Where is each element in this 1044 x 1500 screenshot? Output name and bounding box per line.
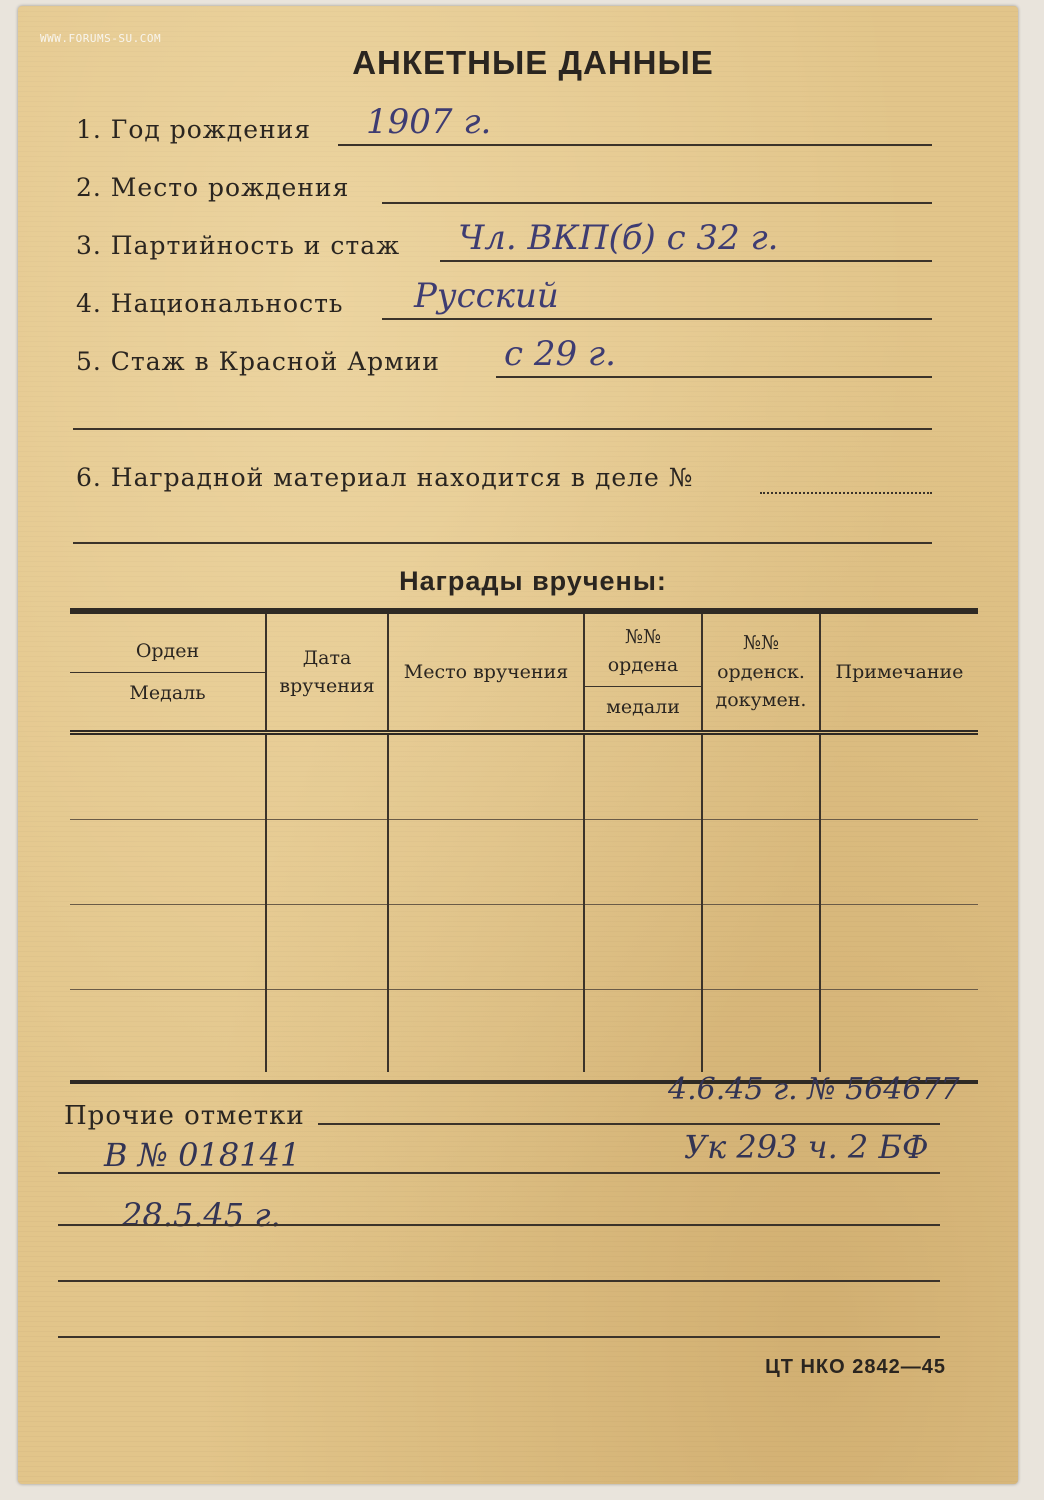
table-cell [820, 820, 978, 905]
col-order-number [584, 611, 702, 733]
col-place: Место вручения [388, 611, 584, 733]
field-party [76, 218, 932, 264]
table-cell [70, 820, 266, 905]
army-service-value: с 29 г. [504, 334, 616, 374]
field-underline [440, 260, 932, 262]
col-doc-number: №№ орденск. докумен. [702, 611, 820, 733]
header-order-number: №№ ордена [607, 625, 679, 677]
handed-date: 28.5.45 г. [122, 1196, 281, 1234]
table-cell [702, 990, 820, 1073]
table-cell [702, 820, 820, 905]
table-header [70, 611, 978, 733]
field-underline [496, 376, 932, 378]
col-date: Дата вручения [266, 611, 388, 733]
watermark: WWW.FORUMS-SU.COM [40, 32, 162, 45]
table-cell [388, 820, 584, 905]
field-underline [382, 318, 932, 320]
field-label: 6. Наградной материал находится в деле № [76, 463, 694, 492]
header-order: Орден [135, 640, 200, 662]
notes-line [58, 1280, 940, 1282]
nationality-value: Русский [414, 276, 559, 316]
table-cell [702, 905, 820, 990]
table-cell [820, 905, 978, 990]
header-medal-number: медали [585, 686, 701, 722]
awards-title: Награды вручены: [399, 566, 667, 596]
table-cell [70, 905, 266, 990]
table-cell [584, 733, 702, 820]
field-underline [338, 144, 932, 146]
field-label: 4. Национальность [76, 289, 344, 318]
table-cell [266, 733, 388, 820]
col-order-medal [70, 611, 266, 733]
table-cell [584, 990, 702, 1073]
table-cell [820, 990, 978, 1073]
table-cell [702, 733, 820, 820]
medal-number: В № 018141 [104, 1136, 301, 1174]
table-cell [266, 990, 388, 1073]
table-cell [388, 990, 584, 1073]
notes-line [58, 1336, 940, 1338]
field-birth-place [76, 166, 932, 206]
table-row [70, 733, 978, 820]
table-cell [388, 905, 584, 990]
form-title: АНКЕТНЫЕ ДАННЫЕ [352, 44, 714, 81]
party-value: Чл. ВКП(б) с 32 г. [458, 218, 779, 258]
order-reference: Ук 293 ч. 2 БФ [684, 1128, 929, 1166]
table-cell [70, 733, 266, 820]
header-medal: Медаль [70, 672, 265, 708]
table-cell [266, 820, 388, 905]
order-date-number: 4.6.45 г. № 564677 [668, 1072, 960, 1107]
field-underline [382, 202, 932, 204]
table-row [70, 820, 978, 905]
table-cell [584, 820, 702, 905]
notes-line [58, 1172, 940, 1174]
field-label: 5. Стаж в Красной Армии [76, 347, 440, 376]
notes-line [318, 1123, 940, 1125]
table-cell [388, 733, 584, 820]
table-cell [70, 990, 266, 1073]
field-nationality [76, 276, 932, 322]
field-underline [760, 492, 932, 494]
col-note: Примечание [820, 611, 978, 733]
table-row [70, 990, 978, 1073]
other-notes-label: Прочие отметки [64, 1101, 305, 1131]
notes-line [58, 1224, 940, 1226]
field-army-service [76, 334, 932, 380]
field-award-material [76, 456, 932, 496]
field-birth-year [76, 102, 932, 148]
field-label: 2. Место рождения [76, 173, 350, 202]
field-label: 3. Партийность и стаж [76, 231, 401, 260]
blank-line [73, 542, 932, 544]
awards-table [70, 608, 978, 1072]
table-cell [266, 905, 388, 990]
table-row [70, 905, 978, 990]
print-code: ЦТ НКО 2842—45 [765, 1356, 946, 1378]
birth-year-value: 1907 г. [366, 102, 492, 142]
field-label: 1. Год рождения [76, 115, 312, 144]
table-cell [820, 733, 978, 820]
blank-line [73, 428, 932, 430]
table-cell [584, 905, 702, 990]
questionnaire-card [18, 6, 1018, 1484]
